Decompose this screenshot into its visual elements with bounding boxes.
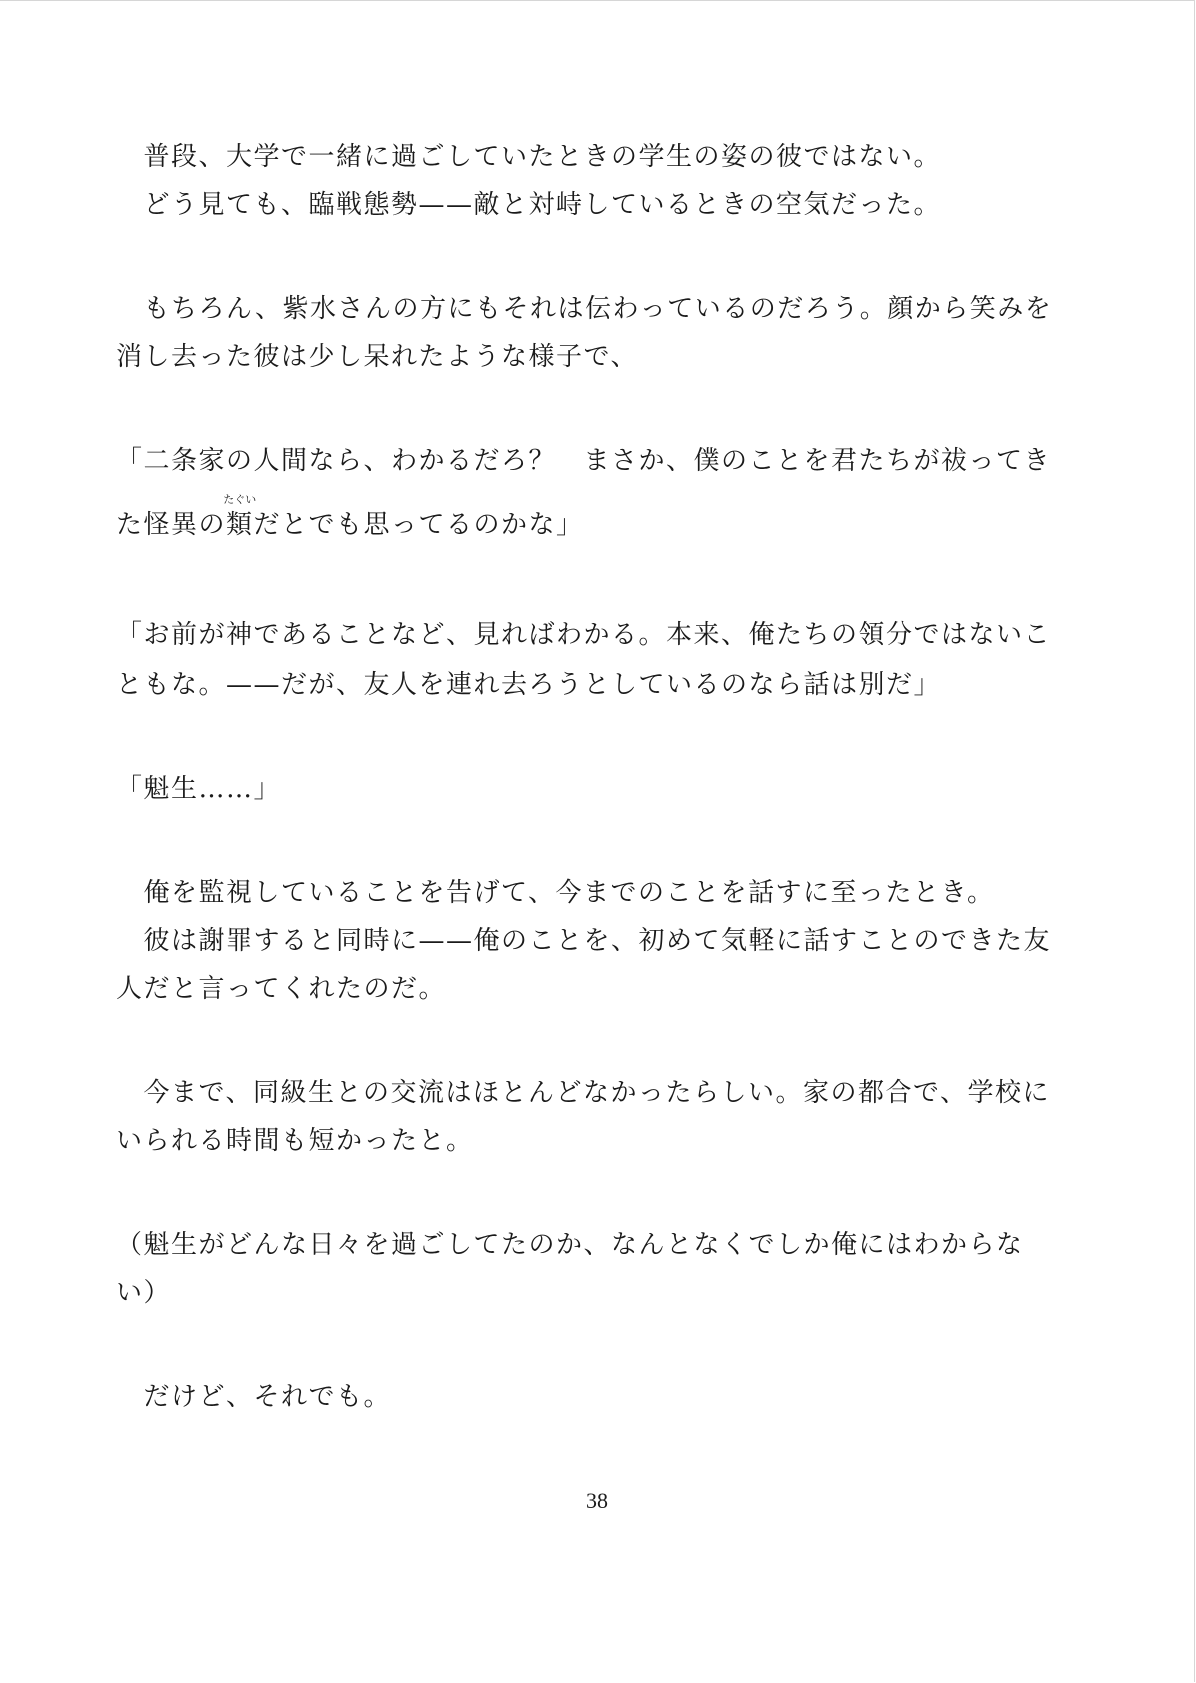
text-line: いられる時間も短かったと。 [116, 1126, 474, 1156]
text-line: ともな。——だが、友人を連れ去ろうとしているのなら話は別だ」 [116, 670, 942, 700]
text-line: （魁生がどんな日々を過ごしてたのか、なんとなくでしか俺にはわからな [116, 1230, 1024, 1260]
text-line: 「お前が神であることなど、見ればわかる。本来、俺たちの領分ではないこ [116, 620, 1052, 650]
text-line: 「魁生……」 [116, 774, 282, 804]
ruby-annotated-word [223, 493, 257, 540]
ruby-line-before: た怪異の [116, 510, 227, 540]
text-line: 俺を監視していることを告げて、今までのことを話すに至ったとき。 [116, 878, 995, 908]
ruby-line-after: だとでも思ってるのかな」 [253, 510, 584, 540]
ruby-reading: たぐい [223, 493, 257, 506]
text-line: 消し去った彼は少し呆れたような様子で、 [116, 342, 638, 372]
text-line: 彼は謝罪すると同時に——俺のことを、初めて気軽に話すことのできた友 [116, 926, 1052, 956]
ruby-base-text: 類 [226, 510, 254, 540]
text-line: だけど、それでも。 [116, 1382, 392, 1412]
text-line: 今まで、同級生との交流はほとんどなかったらしい。家の都合で、学校に [116, 1078, 1050, 1108]
text-line-with-ruby [116, 493, 584, 540]
text-line: 人だと言ってくれたのだ。 [116, 974, 447, 1004]
text-line: もちろん、紫水さんの方にもそれは伝わっているのだろう。顔から笑みを [116, 294, 1053, 324]
text-line: い） [116, 1278, 172, 1308]
text-line: 普段、大学で一緒に過ごしていたときの学生の姿の彼ではない。 [116, 142, 942, 172]
text-line: 「二条家の人間なら、わかるだろ？ まさか、僕のことを君たちが祓ってき [116, 446, 1052, 476]
page-number: 38 [586, 1488, 608, 1513]
text-line: どう見ても、臨戦態勢——敵と対峙しているときの空気だった。 [116, 190, 942, 220]
